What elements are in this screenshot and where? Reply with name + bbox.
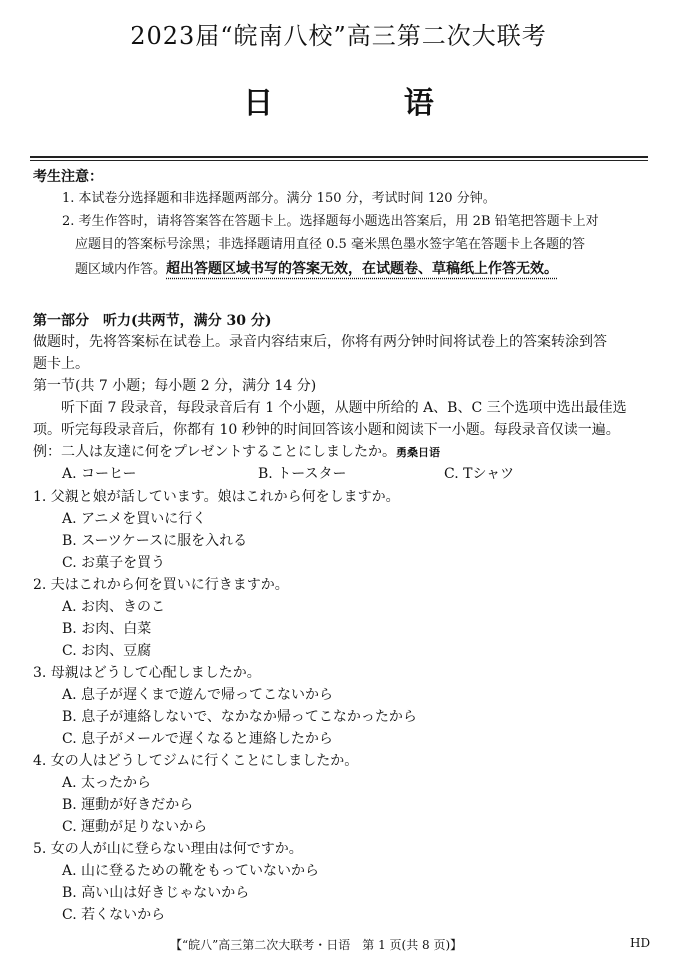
- section1-line-1: 听下面 7 段录音，每段录音后有 1 个小题，从题中所给的 A、B、C 三个选项中选出最佳选: [61, 400, 627, 416]
- notice-title: 考生注意：: [33, 169, 103, 185]
- example-question: [33, 441, 440, 461]
- divider-thick: [30, 156, 648, 158]
- question-4-option-c: C. 運動が足りないから: [62, 819, 208, 835]
- question-4: 4. 女の人はどうしてジムに行くことにしましたか。: [33, 753, 359, 769]
- question-5-option-a: A. 山に登るための靴をもっていないから: [62, 863, 320, 879]
- question-3-option-a: A. 息子が遅くまで遊んで帰ってこないから: [62, 687, 334, 703]
- question-3: 3. 母親はどうして心配しましたか。: [33, 665, 261, 681]
- notice-item-2-line-2: 应题目的答案标号涂黑；非选择题请用直径 0.5 毫米黑色墨水签字笔在答题卡上各题的答: [75, 237, 585, 252]
- question-1-option-c: C. お菓子を買う: [62, 555, 166, 571]
- divider-thin: [30, 160, 648, 161]
- watermark-text: 勇桑日语: [396, 446, 441, 459]
- notice-item-2-plain: 题区域内作答。: [75, 262, 167, 277]
- part1-intro-line-1: 做题时，先将答案标在试卷上。录音内容结束后，你将有两分钟时间将试卷上的答案转涂到答: [33, 334, 607, 350]
- question-5-option-c: C. 若くないから: [62, 907, 166, 923]
- question-5-option-b: B. 高い山は好きじゃないから: [62, 885, 250, 901]
- question-3-option-c: C. 息子がメールで遅くなると連絡したから: [62, 731, 333, 747]
- question-2-option-b: B. お肉、白菜: [62, 621, 152, 637]
- question-4-option-b: B. 運動が好きだから: [62, 797, 194, 813]
- question-1: 1. 父親と娘が話しています。娘はこれから何をしますか。: [33, 489, 400, 505]
- notice-item-2-line-3: [75, 258, 558, 281]
- question-4-option-a: A. 太ったから: [62, 775, 152, 791]
- part1-intro-line-2: 题卡上。: [33, 356, 89, 372]
- example-option-a: A. コーヒー: [62, 466, 137, 482]
- example-question-text: 例：二人は友達に何をプレゼントすることにしましたか。: [33, 444, 397, 460]
- section1-line-2: 项。听完每段录音后，你都有 10 秒钟的时间回答该小题和阅读下一小题。每段录音仅读一遍。: [33, 422, 620, 438]
- question-1-option-a: A. アニメを買いに行く: [62, 511, 207, 527]
- question-5: 5. 女の人が山に登らない理由は何ですか。: [33, 841, 303, 857]
- example-option-c: C. Tシャツ: [444, 466, 515, 482]
- section1-heading: 第一节(共 7 小题；每小题 2 分，满分 14 分): [33, 378, 317, 394]
- example-option-b: B. トースター: [258, 466, 347, 482]
- notice-item-2-line-1: 2. 考生作答时，请将答案答在答题卡上。选择题每小题选出答案后，用 2B 铅笔把答题卡上对: [62, 214, 599, 229]
- notice-emphasis: 超出答题区域书写的答案无效，在试题卷、草稿纸上作答无效。: [166, 261, 559, 277]
- part1-heading: 第一部分 听力(共两节，满分 30 分): [33, 313, 272, 329]
- question-2: 2. 夫はこれから何を買いに行きますか。: [33, 577, 289, 593]
- question-3-option-b: B. 息子が連絡しないで、なかなか帰ってこなかったから: [62, 709, 417, 725]
- question-1-option-b: B. スーツケースに服を入れる: [62, 533, 248, 549]
- notice-item-1: 1. 本试卷分选择题和非选择题两部分。满分 150 分，考试时间 120 分钟。: [62, 191, 496, 206]
- exam-title: 2023届“皖南八校”高三第二次大联考: [130, 22, 547, 50]
- question-2-option-a: A. お肉、きのこ: [62, 599, 166, 615]
- question-2-option-c: C. お肉、豆腐: [62, 643, 152, 659]
- footer-code: HD: [630, 936, 651, 950]
- page-footer: 【“皖八”高三第二次大联考・日语 第 1 页(共 8 页)】: [170, 938, 463, 952]
- subject-title: 日 语: [243, 86, 494, 121]
